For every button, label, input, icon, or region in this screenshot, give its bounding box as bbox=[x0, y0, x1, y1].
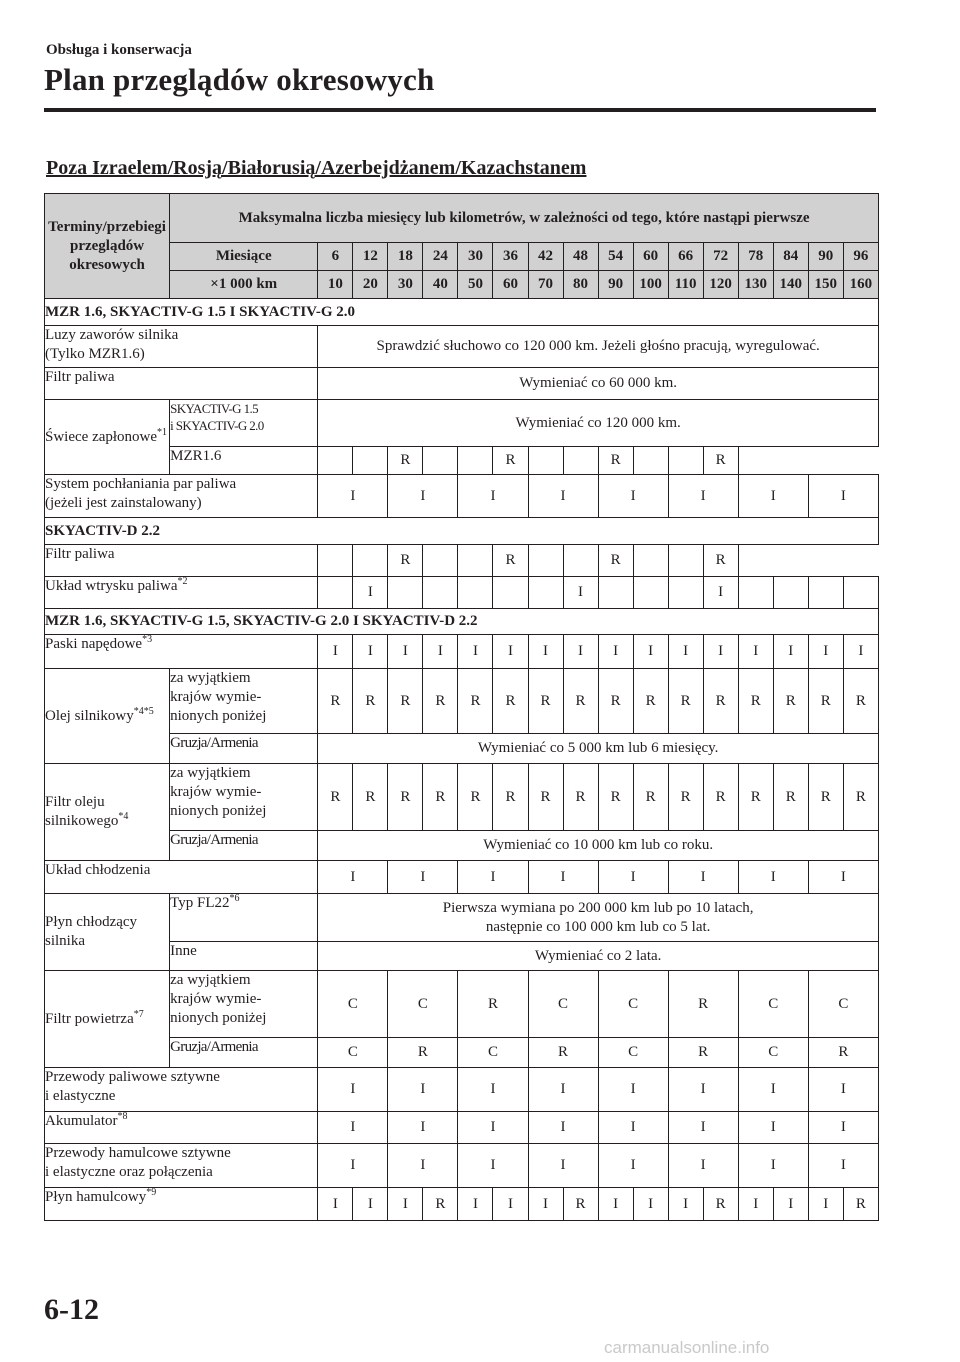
battery-label: Akumulator$^{*8}$ bbox=[45, 1112, 318, 1144]
injection-system-cell: I bbox=[353, 577, 388, 609]
spark-plugs-mzr-cell bbox=[458, 447, 493, 475]
months-header-cell: 96 bbox=[843, 243, 878, 271]
drive-belts-cell: I bbox=[633, 635, 668, 669]
engine-oil-cell: R bbox=[528, 669, 563, 734]
fuel-lines-cell: I bbox=[808, 1068, 878, 1112]
brake-fluid-cell: I bbox=[353, 1188, 388, 1221]
brake-fluid-cell: I bbox=[773, 1188, 808, 1221]
fuel-lines-cell: I bbox=[668, 1068, 738, 1112]
km-header-cell: 110 bbox=[668, 271, 703, 299]
brake-fluid-cell: I bbox=[808, 1188, 843, 1221]
km-header-cell: 10 bbox=[318, 271, 353, 299]
section-diesel: SKYACTIV-D 2.2 bbox=[45, 518, 879, 545]
fuel-filter-text: Wymieniać co 60 000 km. bbox=[318, 368, 879, 400]
drive-belts-cell: I bbox=[773, 635, 808, 669]
cooling-system-cell: I bbox=[528, 861, 598, 894]
coolant-label: Płyn chłodzący silnika bbox=[45, 894, 170, 971]
spark-plugs-mzr-cell bbox=[563, 447, 598, 475]
km-header-cell: 130 bbox=[738, 271, 773, 299]
oil-filter-cell: R bbox=[458, 764, 493, 831]
spark-plugs-mzr-cell bbox=[423, 447, 458, 475]
diesel-fuel-filter-cell bbox=[353, 545, 388, 577]
drive-belts-cell: I bbox=[423, 635, 458, 669]
months-header-cell: 60 bbox=[633, 243, 668, 271]
maintenance-schedule-table bbox=[44, 193, 879, 1221]
fuel-lines-cell: I bbox=[738, 1068, 808, 1112]
injection-system-cell bbox=[808, 577, 843, 609]
engine-oil-cell: R bbox=[843, 669, 878, 734]
spark-plugs-sub-mzr: MZR1.6 bbox=[170, 447, 318, 475]
engine-oil-cell: R bbox=[703, 669, 738, 734]
cooling-system-cell: I bbox=[668, 861, 738, 894]
spark-plugs-mzr-cell: R bbox=[598, 447, 633, 475]
coolant-other-text: Wymieniać co 2 lata. bbox=[318, 942, 879, 971]
km-header-cell: 90 bbox=[598, 271, 633, 299]
diesel-fuel-filter-cell bbox=[318, 545, 353, 577]
oil-filter-cell: R bbox=[738, 764, 773, 831]
cooling-system-cell: I bbox=[808, 861, 878, 894]
injection-system-cell bbox=[668, 577, 703, 609]
cooling-system-cell: I bbox=[318, 861, 388, 894]
battery-cell: I bbox=[598, 1112, 668, 1144]
brake-lines-cell: I bbox=[458, 1144, 528, 1188]
cooling-system-cell: I bbox=[388, 861, 458, 894]
diesel-fuel-filter-cell: R bbox=[388, 545, 423, 577]
battery-cell: I bbox=[668, 1112, 738, 1144]
page-number: 6-12 bbox=[44, 1293, 99, 1326]
km-header-cell: 30 bbox=[388, 271, 423, 299]
injection-system-cell bbox=[773, 577, 808, 609]
engine-oil-sub-except: za wyjątkiem krajów wymie- nionych poniżej bbox=[170, 669, 318, 734]
engine-oil-georgia-text: Wymieniać co 5 000 km lub 6 miesięcy. bbox=[318, 734, 879, 764]
air-filter-cell: R bbox=[458, 971, 528, 1038]
battery-cell: I bbox=[318, 1112, 388, 1144]
top-header: Maksymalna liczba miesięcy lub kilometrów, w zależności od tego, które nastąpi pierwsze bbox=[170, 194, 879, 243]
battery-cell: I bbox=[458, 1112, 528, 1144]
air-filter-georgia-cell: R bbox=[668, 1038, 738, 1068]
diesel-fuel-filter-cell: R bbox=[598, 545, 633, 577]
watermark: carmanualsonline.info bbox=[604, 1338, 770, 1357]
drive-belts-cell: I bbox=[668, 635, 703, 669]
diesel-fuel-filter-cell: R bbox=[493, 545, 528, 577]
fuel-lines-cell: I bbox=[388, 1068, 458, 1112]
km-header-cell: 80 bbox=[563, 271, 598, 299]
spark-plugs-mzr-cell bbox=[318, 447, 353, 475]
cooling-system-cell: I bbox=[738, 861, 808, 894]
diesel-fuel-filter-cell bbox=[528, 545, 563, 577]
spark-plugs-skyactiv-text: Wymieniać co 120 000 km. bbox=[318, 400, 879, 447]
injection-system-cell bbox=[388, 577, 423, 609]
oil-filter-cell: R bbox=[703, 764, 738, 831]
engine-oil-cell: R bbox=[668, 669, 703, 734]
months-header-cell: 36 bbox=[493, 243, 528, 271]
brake-lines-label: Przewody hamulcowe sztywne i elastyczne oraz połączenia bbox=[45, 1144, 318, 1188]
injection-system-cell bbox=[493, 577, 528, 609]
oil-filter-cell: R bbox=[773, 764, 808, 831]
drive-belts-cell: I bbox=[808, 635, 843, 669]
evap-system-cell: I bbox=[528, 475, 598, 518]
coolant-sub-fl22: Typ FL22$^{*6}$ bbox=[170, 894, 318, 942]
engine-oil-cell: R bbox=[458, 669, 493, 734]
oil-filter-cell: R bbox=[493, 764, 528, 831]
brake-lines-cell: I bbox=[528, 1144, 598, 1188]
engine-oil-cell: R bbox=[563, 669, 598, 734]
oil-filter-cell: R bbox=[808, 764, 843, 831]
coolant-sub-other: Inne bbox=[170, 942, 318, 971]
drive-belts-cell: I bbox=[318, 635, 353, 669]
diesel-fuel-filter-cell: R bbox=[703, 545, 738, 577]
oil-filter-cell: R bbox=[563, 764, 598, 831]
months-header-cell: 12 bbox=[353, 243, 388, 271]
engine-oil-cell: R bbox=[633, 669, 668, 734]
injection-system-cell: I bbox=[563, 577, 598, 609]
injection-system-cell bbox=[843, 577, 878, 609]
injection-system-cell bbox=[318, 577, 353, 609]
oil-filter-cell: R bbox=[598, 764, 633, 831]
km-header-cell: 140 bbox=[773, 271, 808, 299]
air-filter-georgia-cell: C bbox=[458, 1038, 528, 1068]
brake-fluid-cell: I bbox=[458, 1188, 493, 1221]
air-filter-georgia-cell: C bbox=[318, 1038, 388, 1068]
engine-oil-cell: R bbox=[493, 669, 528, 734]
spark-plugs-mzr-cell bbox=[668, 447, 703, 475]
brake-fluid-cell: R bbox=[703, 1188, 738, 1221]
brake-lines-cell: I bbox=[668, 1144, 738, 1188]
section-all: MZR 1.6, SKYACTIV-G 1.5, SKYACTIV-G 2.0 I SKYACTIV-D 2.2 bbox=[45, 609, 879, 635]
drive-belts-cell: I bbox=[563, 635, 598, 669]
drive-belts-cell: I bbox=[738, 635, 773, 669]
oil-filter-sub-except: za wyjątkiem krajów wymie- nionych poniżej bbox=[170, 764, 318, 831]
months-header-cell: 66 bbox=[668, 243, 703, 271]
injection-system-cell: I bbox=[703, 577, 738, 609]
injection-system-cell bbox=[598, 577, 633, 609]
months-header-cell: 48 bbox=[563, 243, 598, 271]
injection-system-cell bbox=[528, 577, 563, 609]
months-header-cell: 54 bbox=[598, 243, 633, 271]
engine-oil-label: Olej silnikowy$^{*4*5}$ bbox=[45, 669, 170, 764]
injection-system-cell bbox=[458, 577, 493, 609]
spark-plugs-mzr-cell bbox=[633, 447, 668, 475]
injection-system-label: Układ wtrysku paliwa$^{*2}$ bbox=[45, 577, 318, 609]
title-rule bbox=[44, 108, 876, 112]
air-filter-georgia-cell: R bbox=[388, 1038, 458, 1068]
drive-belts-cell: I bbox=[353, 635, 388, 669]
oil-filter-cell: R bbox=[528, 764, 563, 831]
drive-belts-cell: I bbox=[843, 635, 878, 669]
fuel-lines-cell: I bbox=[318, 1068, 388, 1112]
brake-fluid-cell: I bbox=[388, 1188, 423, 1221]
evap-system-cell: I bbox=[738, 475, 808, 518]
fuel-lines-cell: I bbox=[528, 1068, 598, 1112]
months-header-cell: 90 bbox=[808, 243, 843, 271]
fuel-filter-label: Filtr paliwa bbox=[45, 368, 318, 400]
brake-fluid-cell: R bbox=[843, 1188, 878, 1221]
battery-cell: I bbox=[808, 1112, 878, 1144]
evap-system-label: System pochłaniania par paliwa (jeżeli jest zainstalowany) bbox=[45, 475, 318, 518]
brake-lines-cell: I bbox=[808, 1144, 878, 1188]
evap-system-cell: I bbox=[808, 475, 878, 518]
drive-belts-cell: I bbox=[528, 635, 563, 669]
months-header-cell: 42 bbox=[528, 243, 563, 271]
engine-oil-cell: R bbox=[738, 669, 773, 734]
air-filter-cell: C bbox=[528, 971, 598, 1038]
cooling-system-cell: I bbox=[458, 861, 528, 894]
valve-clearance-label: Luzy zaworów silnika (Tylko MZR1.6) bbox=[45, 326, 318, 368]
drive-belts-cell: I bbox=[388, 635, 423, 669]
oil-filter-label: Filtr oleju silnikowego$^{*4}$ bbox=[45, 764, 170, 861]
engine-oil-cell: R bbox=[388, 669, 423, 734]
air-filter-georgia-cell: C bbox=[738, 1038, 808, 1068]
air-filter-label: Filtr powietrza$^{*7}$ bbox=[45, 971, 170, 1068]
battery-cell: I bbox=[738, 1112, 808, 1144]
months-label: Miesiące bbox=[170, 243, 318, 271]
brake-fluid-cell: R bbox=[423, 1188, 458, 1221]
fuel-lines-cell: I bbox=[458, 1068, 528, 1112]
brake-lines-cell: I bbox=[318, 1144, 388, 1188]
corner-label: Terminy/przebiegi przeglądów okresowych bbox=[45, 194, 170, 299]
drive-belts-cell: I bbox=[598, 635, 633, 669]
injection-system-cell bbox=[738, 577, 773, 609]
oil-filter-cell: R bbox=[388, 764, 423, 831]
oil-filter-cell: R bbox=[353, 764, 388, 831]
air-filter-cell: R bbox=[668, 971, 738, 1038]
months-header-cell: 18 bbox=[388, 243, 423, 271]
battery-cell: I bbox=[388, 1112, 458, 1144]
brake-fluid-label: Płyn hamulcowy$^{*9}$ bbox=[45, 1188, 318, 1221]
air-filter-cell: C bbox=[318, 971, 388, 1038]
drive-belts-cell: I bbox=[458, 635, 493, 669]
evap-system-cell: I bbox=[598, 475, 668, 518]
spark-plugs-label: Świece zapłonowe$^{*1}$ bbox=[45, 400, 170, 475]
engine-oil-cell: R bbox=[353, 669, 388, 734]
air-filter-cell: C bbox=[738, 971, 808, 1038]
page-title: Plan przeglądów okresowych bbox=[44, 62, 435, 97]
air-filter-sub-georgia: Gruzja/Armenia bbox=[170, 1038, 318, 1068]
valve-clearance-text: Sprawdzić słuchowo co 120 000 km. Jeżeli głośno pracują, wyregulować. bbox=[318, 326, 879, 368]
oil-filter-sub-georgia: Gruzja/Armenia bbox=[170, 831, 318, 861]
spark-plugs-mzr-cell: R bbox=[703, 447, 738, 475]
km-header-cell: 160 bbox=[843, 271, 878, 299]
months-header-cell: 84 bbox=[773, 243, 808, 271]
section-label: Obsługa i konserwacja bbox=[46, 42, 192, 58]
brake-fluid-cell: I bbox=[633, 1188, 668, 1221]
section-mzr: MZR 1.6, SKYACTIV-G 1.5 I SKYACTIV-G 2.0 bbox=[45, 299, 879, 326]
drive-belts-cell: I bbox=[493, 635, 528, 669]
km-header-cell: 60 bbox=[493, 271, 528, 299]
spark-plugs-mzr-cell: R bbox=[388, 447, 423, 475]
months-header-cell: 72 bbox=[703, 243, 738, 271]
oil-filter-georgia-text: Wymieniać co 10 000 km lub co roku. bbox=[318, 831, 879, 861]
evap-system-cell: I bbox=[458, 475, 528, 518]
brake-fluid-cell: I bbox=[528, 1188, 563, 1221]
fuel-lines-cell: I bbox=[598, 1068, 668, 1112]
spark-plugs-mzr-cell: R bbox=[493, 447, 528, 475]
diesel-fuel-filter-cell bbox=[668, 545, 703, 577]
evap-system-cell: I bbox=[668, 475, 738, 518]
air-filter-cell: C bbox=[808, 971, 878, 1038]
drive-belts-label: Paski napędowe$^{*3}$ bbox=[45, 635, 318, 669]
spark-plugs-mzr-cell bbox=[528, 447, 563, 475]
air-filter-cell: C bbox=[598, 971, 668, 1038]
injection-system-cell bbox=[633, 577, 668, 609]
oil-filter-cell: R bbox=[668, 764, 703, 831]
brake-fluid-cell: I bbox=[738, 1188, 773, 1221]
diesel-fuel-filter-cell bbox=[633, 545, 668, 577]
engine-oil-sub-georgia: Gruzja/Armenia bbox=[170, 734, 318, 764]
brake-fluid-cell: I bbox=[598, 1188, 633, 1221]
coolant-fl22-text: Pierwsza wymiana po 200 000 km lub po 10 latach, następnie co 100 000 km lub co 5 lat. bbox=[318, 894, 879, 942]
diesel-fuel-filter-cell bbox=[563, 545, 598, 577]
months-header-cell: 78 bbox=[738, 243, 773, 271]
diesel-fuel-filter-cell bbox=[458, 545, 493, 577]
engine-oil-cell: R bbox=[598, 669, 633, 734]
injection-system-cell bbox=[423, 577, 458, 609]
km-header-cell: 70 bbox=[528, 271, 563, 299]
diesel-fuel-filter-label: Filtr paliwa bbox=[45, 545, 318, 577]
drive-belts-cell: I bbox=[703, 635, 738, 669]
km-header-cell: 100 bbox=[633, 271, 668, 299]
evap-system-cell: I bbox=[318, 475, 388, 518]
diesel-fuel-filter-cell bbox=[423, 545, 458, 577]
air-filter-georgia-cell: C bbox=[598, 1038, 668, 1068]
oil-filter-cell: R bbox=[318, 764, 353, 831]
air-filter-cell: C bbox=[388, 971, 458, 1038]
oil-filter-cell: R bbox=[843, 764, 878, 831]
spark-plugs-sub-skyactiv: SKYACTIV-G 1.5 i SKYACTIV-G 2.0 bbox=[170, 400, 318, 447]
oil-filter-cell: R bbox=[423, 764, 458, 831]
brake-fluid-cell: R bbox=[563, 1188, 598, 1221]
air-filter-sub-except: za wyjątkiem krajów wymie- nionych poniżej bbox=[170, 971, 318, 1038]
fuel-lines-label: Przewody paliwowe sztywne i elastyczne bbox=[45, 1068, 318, 1112]
brake-fluid-cell: I bbox=[493, 1188, 528, 1221]
engine-oil-cell: R bbox=[808, 669, 843, 734]
region-subheading: Poza Izraelem/Rosją/Białorusią/Azerbejdżanem/Kazachstanem bbox=[46, 157, 587, 179]
evap-system-cell: I bbox=[388, 475, 458, 518]
km-header-cell: 50 bbox=[458, 271, 493, 299]
brake-lines-cell: I bbox=[388, 1144, 458, 1188]
engine-oil-cell: R bbox=[318, 669, 353, 734]
cooling-system-cell: I bbox=[598, 861, 668, 894]
km-label: ×1 000 km bbox=[170, 271, 318, 299]
engine-oil-cell: R bbox=[423, 669, 458, 734]
brake-fluid-cell: I bbox=[668, 1188, 703, 1221]
air-filter-georgia-cell: R bbox=[528, 1038, 598, 1068]
brake-fluid-cell: I bbox=[318, 1188, 353, 1221]
km-header-cell: 20 bbox=[353, 271, 388, 299]
km-header-cell: 40 bbox=[423, 271, 458, 299]
spark-plugs-mzr-cell bbox=[353, 447, 388, 475]
brake-lines-cell: I bbox=[598, 1144, 668, 1188]
months-header-cell: 30 bbox=[458, 243, 493, 271]
battery-cell: I bbox=[528, 1112, 598, 1144]
km-header-cell: 120 bbox=[703, 271, 738, 299]
brake-lines-cell: I bbox=[738, 1144, 808, 1188]
cooling-system-label: Układ chłodzenia bbox=[45, 861, 318, 894]
km-header-cell: 150 bbox=[808, 271, 843, 299]
months-header-cell: 6 bbox=[318, 243, 353, 271]
months-header-cell: 24 bbox=[423, 243, 458, 271]
oil-filter-cell: R bbox=[633, 764, 668, 831]
engine-oil-cell: R bbox=[773, 669, 808, 734]
air-filter-georgia-cell: R bbox=[808, 1038, 878, 1068]
